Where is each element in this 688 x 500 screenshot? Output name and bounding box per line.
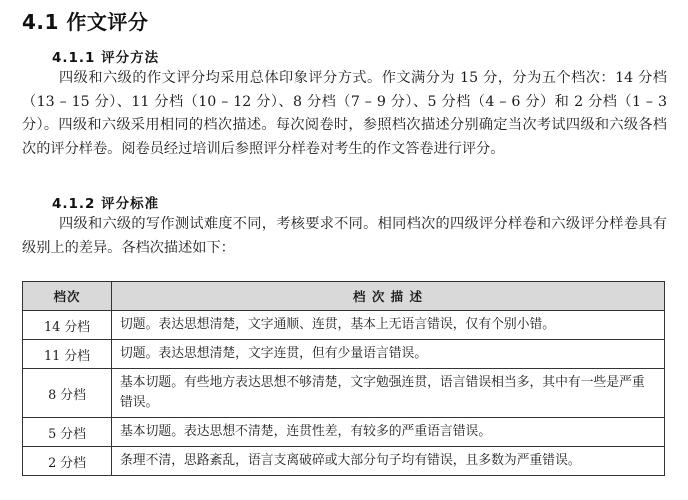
paragraph-method: 四级和六级的作文评分均采用总体印象评分方式。作文满分为 15 分，分为五个档次：14 分档（13 – 15 分）、11 分档（10 – 12 分）、8 分档（7 – 9 分）、5 分档（4 – 6 分）和 2 分档（1 – 3 分）。四级和六级采用相同的档次描述。每次阅卷时，参照档次描述分别确定当次考试四级和六级各档次的评分样卷。阅卷员经过培训后参照评分样卷对考生的作文答卷进行评分。 <box>22 70 667 157</box>
table-row <box>23 369 665 418</box>
table-row <box>23 340 665 369</box>
grading-table <box>22 281 665 476</box>
row-level: 8 分档 <box>23 369 112 418</box>
row-description: 基本切题。表达思想不清楚，连贯性差，有较多的严重语言错误。 <box>112 418 665 447</box>
row-level: 5 分档 <box>23 418 112 447</box>
subsection-title-standard: 4.1.2 评分标准 <box>52 196 160 212</box>
table-row <box>23 418 665 447</box>
header-description: 档 次 描 述 <box>112 282 665 311</box>
row-description: 切题。表达思想清楚，文字连贯，但有少量语言错误。 <box>112 340 665 369</box>
row-level: 14 分档 <box>23 311 112 340</box>
header-level: 档次 <box>23 282 112 311</box>
paragraph-standard: 四级和六级的写作测试难度不同，考核要求不同。相同档次的四级评分样卷和六级评分样卷具有级别上的差异。各档次描述如下： <box>22 216 667 256</box>
row-description: 切题。表达思想清楚，文字通顺、连贯，基本上无语言错误，仅有个别小错。 <box>112 311 665 340</box>
subsection-title-method: 4.1.1 评分方法 <box>52 50 160 66</box>
table-row <box>23 311 665 340</box>
table-row <box>23 447 665 476</box>
row-description: 条理不清，思路紊乱，语言支离破碎或大部分句子均有错误，且多数为严重错误。 <box>112 447 665 476</box>
row-level: 11 分档 <box>23 340 112 369</box>
section-title: 4.1 作文评分 <box>22 10 149 34</box>
row-description: 基本切题。有些地方表达思想不够清楚，文字勉强连贯，语言错误相当多，其中有一些是严重错误。 <box>112 369 665 418</box>
row-level: 2 分档 <box>23 447 112 476</box>
table-header-row <box>23 282 665 311</box>
